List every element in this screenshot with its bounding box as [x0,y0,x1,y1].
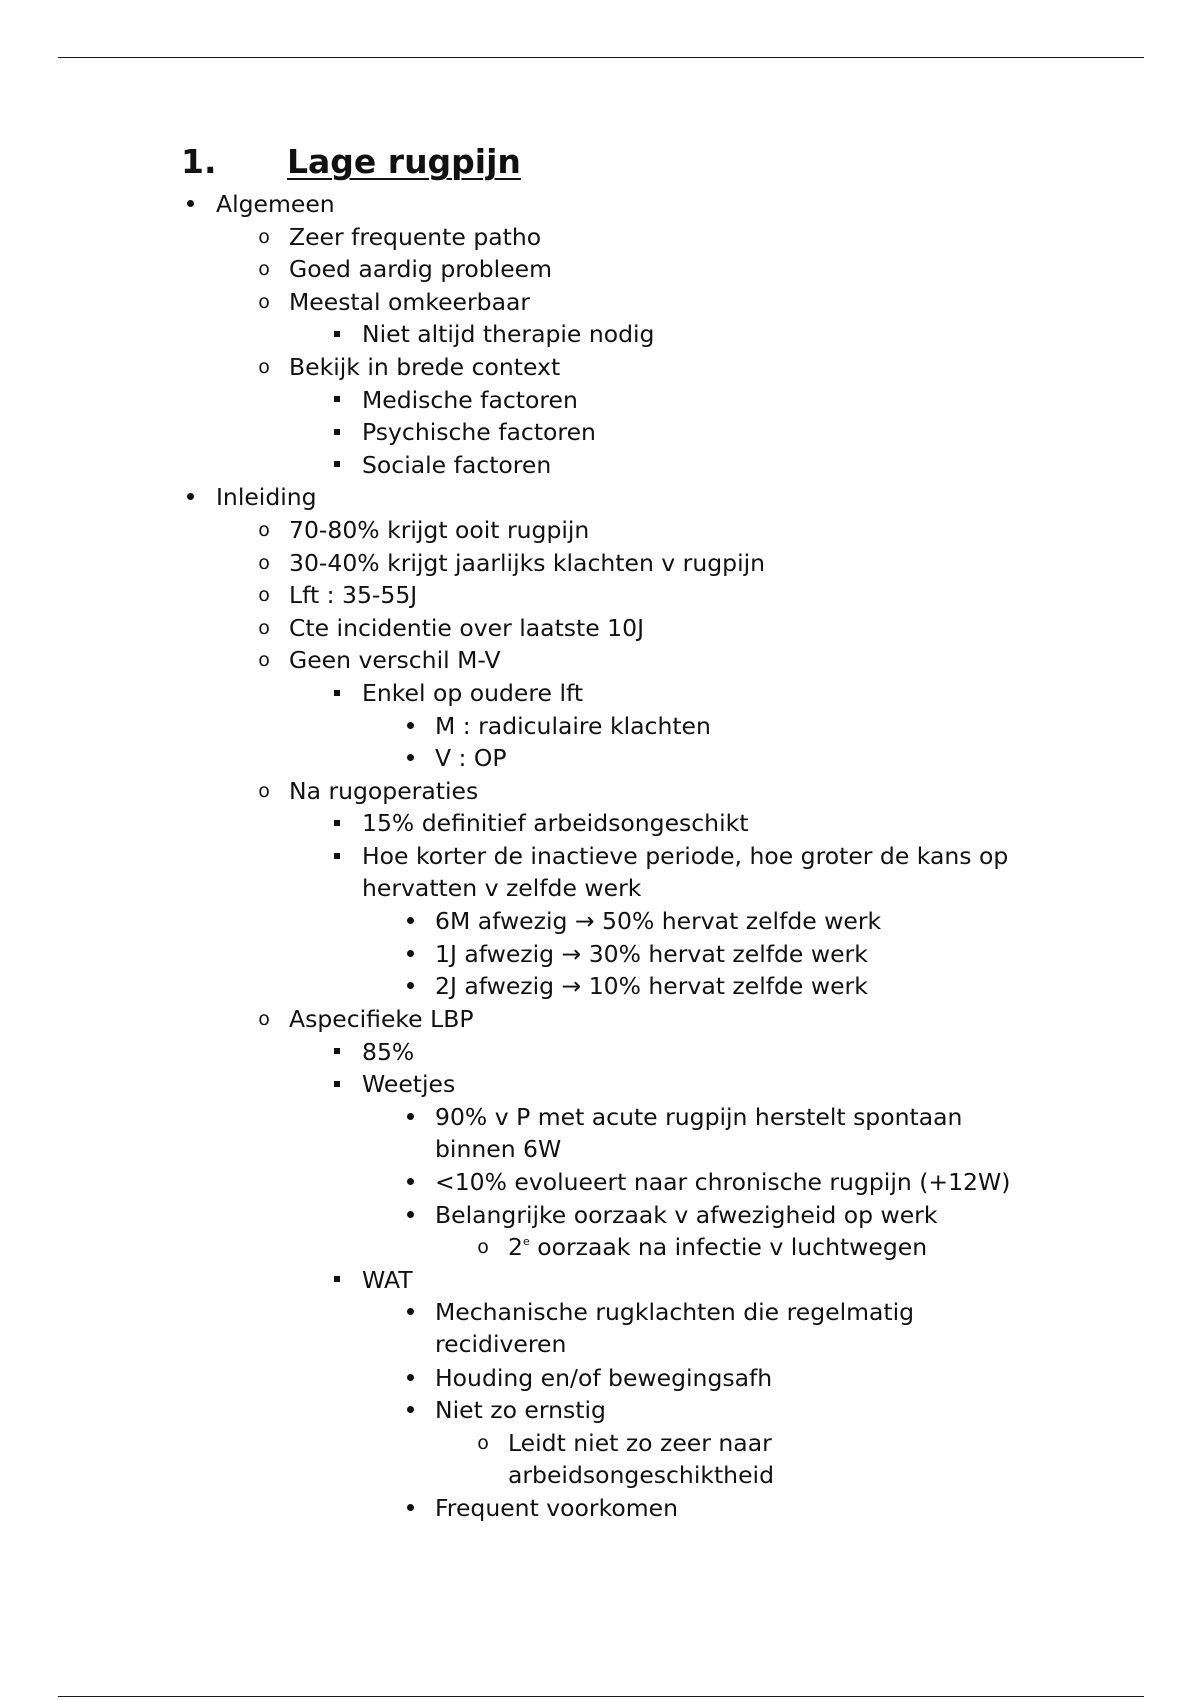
bullet-dot-icon [395,905,425,937]
list-item [435,1362,772,1394]
bullet-square-icon [322,677,352,709]
list-item-text: 1J afwezig → 30% hervat zelfde werk [435,939,868,968]
list-item [258,775,479,807]
bullet-circle-icon: o [258,649,270,672]
section-heading [181,140,521,184]
list-item-text: Belangrijke oorzaak v afwezigheid op werk [435,1200,938,1229]
list-item-text: V : OP [435,744,507,773]
list-item [362,807,748,839]
list-item-text: Mechanische rugklachten die regelmatig [435,1298,915,1327]
list-item-text: 90% v P met acute rugpijn herstelt spontaan [435,1102,963,1131]
list-item [477,1231,928,1263]
list-item-text: Leidt niet zo zeer naar [508,1428,772,1457]
bullet-circle-icon: o [258,779,270,802]
superscript: e [522,1235,530,1249]
list-item-text: WAT [362,1265,413,1294]
bullet-dot-icon [395,742,425,774]
list-item [216,188,335,220]
list-item-text: Niet altijd therapie nodig [362,320,655,349]
bullet-square-icon [322,384,352,416]
list-item [362,1036,414,1068]
bullet-circle-icon: o [258,551,270,574]
bottom-rule [58,1696,1144,1697]
list-item-text: Bekijk in brede context [289,353,561,381]
list-item [435,1199,937,1231]
list-item [258,286,531,318]
list-item-text: Geen verschil M-V [289,646,501,675]
bullet-circle-icon: o [258,258,270,281]
list-item [362,840,1008,904]
bullet-circle-icon: o [258,519,270,541]
list-item [258,547,766,579]
bullet-dot-icon [395,1296,425,1328]
list-item-continuation: binnen 6W [435,1134,562,1163]
bullet-square-icon [322,1068,352,1100]
list-item [258,221,542,253]
list-item [362,384,578,416]
list-item [435,1101,962,1165]
list-item-text: 70-80% krijgt ooit rugpijn [289,516,590,544]
list-item-text: 85% [362,1037,415,1066]
list-item [362,318,654,350]
list-item [258,1003,474,1035]
list-item [362,416,596,448]
list-item [362,1068,455,1100]
list-item [362,1264,413,1296]
list-item-continuation: recidiveren [435,1330,567,1359]
bullet-dot-icon [395,970,425,1002]
bullet-circle-icon: o [258,290,270,313]
list-item-text: Weetjes [362,1070,456,1099]
bullet-circle-icon: o [477,1431,489,1454]
bullet-square-icon [322,416,352,448]
list-item-text: Na rugoperaties [289,776,479,805]
list-item-text: Sociale factoren [362,450,552,479]
list-item [435,938,868,970]
bullet-circle-icon: o [258,356,270,378]
list-item [216,481,317,513]
list-item [435,1394,606,1426]
list-item-text: Frequent voorkomen [435,1494,678,1522]
bullet-dot-icon [395,1199,425,1231]
bullet-square-icon [322,1036,352,1068]
list-item [435,1166,1010,1198]
list-item-text: Medische factoren [362,385,578,414]
bullet-square-icon [322,449,352,481]
bullet-dot-icon [395,1492,425,1524]
list-item [435,742,507,774]
list-item-text: Algemeen [216,190,335,218]
bullet-circle-icon: o [258,1008,270,1030]
list-item-text: <10% evolueert naar chronische rugpijn (+12W) [435,1168,1011,1196]
list-item-text: Niet zo ernstig [435,1396,606,1425]
bullet-dot-icon [175,481,205,513]
bullet-dot-icon [395,1101,425,1133]
list-item-text: M : radiculaire klachten [435,711,711,740]
list-item-text: Psychische factoren [362,418,596,447]
list-item-text: 2J afwezig → 10% hervat zelfde werk [435,972,868,1001]
bullet-dot-icon [175,188,205,220]
list-item [435,710,711,742]
bullet-dot-icon [395,1166,425,1198]
list-item [258,253,553,285]
bullet-square-icon [322,807,352,839]
list-item-text: Hoe korter de inactieve periode, hoe groter de kans op [362,842,1009,870]
list-item [362,449,551,481]
bullet-circle-icon: o [477,1236,489,1259]
list-item-continuation: hervatten v zelfde werk [362,874,642,902]
list-item-text-main: 2 [508,1233,523,1262]
bullet-dot-icon [395,938,425,970]
section-title: Lage rugpijn [287,142,521,181]
list-item-text: Inleiding [216,483,317,512]
list-item [435,970,868,1002]
bullet-square-icon [322,840,352,872]
list-item-text: 15% definitief arbeidsongeschikt [362,809,749,838]
list-item [258,612,645,644]
list-item-text [508,1231,927,1263]
list-item-text: Zeer frequente patho [289,222,542,251]
list-item [258,644,501,676]
bullet-dot-icon [395,710,425,742]
list-item [435,905,881,937]
list-item-text: Aspecifieke LBP [289,1005,474,1033]
top-rule [58,57,1144,58]
list-item-text-rest: oorzaak na infectie v luchtwegen [529,1233,928,1262]
list-item [435,1296,914,1360]
list-item [362,677,583,709]
bullet-circle-icon: o [258,616,270,639]
bullet-square-icon [322,1264,352,1296]
list-item-continuation: arbeidsongeschiktheid [508,1460,774,1489]
list-item-text: 6M afwezig → 50% hervat zelfde werk [435,907,882,936]
bullet-circle-icon: o [258,225,270,248]
list-item [435,1492,678,1524]
list-item [258,351,561,383]
list-item-text: Houding en/of bewegingsafh [435,1363,773,1392]
section-number: 1. [181,142,217,181]
list-item-text: Cte incidentie over laatste 10J [289,613,645,642]
bullet-dot-icon [395,1394,425,1426]
list-item-text: Goed aardig probleem [289,255,553,284]
list-item-text: Enkel op oudere lft [362,679,584,707]
bullet-circle-icon: o [258,584,270,607]
list-item-text: Meestal omkeerbaar [289,287,531,316]
list-item-text: 30-40% krijgt jaarlijks klachten v rugpijn [289,548,766,577]
list-item-text: Lft : 35-55J [289,581,418,610]
list-item [258,579,418,611]
bullet-dot-icon [395,1362,425,1394]
bullet-square-icon [322,318,352,350]
list-item [258,514,590,546]
list-item [477,1427,774,1491]
